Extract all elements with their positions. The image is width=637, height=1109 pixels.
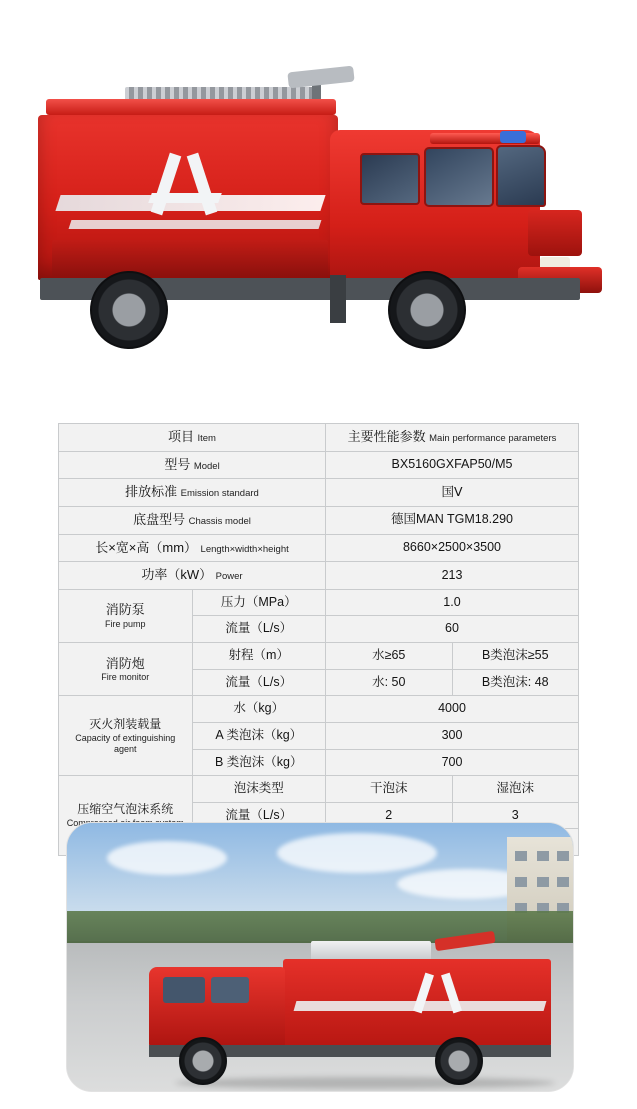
table-header-value	[326, 424, 579, 452]
group-cn: 消防泵	[105, 602, 145, 618]
cab-window-rear	[211, 977, 249, 1003]
row-label-chassis-model	[59, 506, 326, 534]
table-row	[59, 589, 579, 616]
sub-label-pump-flow: 流量（L/s）	[192, 616, 326, 643]
product-hero-image	[0, 0, 637, 400]
body-stripe-lower	[69, 220, 322, 229]
rear-wheel	[435, 1037, 483, 1085]
cloud	[277, 833, 437, 873]
truck-shadow	[175, 1077, 555, 1089]
row-value-model: BX5160GXFAP50/M5	[326, 451, 579, 479]
group-label-fire-monitor	[59, 643, 193, 696]
header-item-cn: 项目	[168, 429, 195, 444]
table-row	[59, 424, 579, 452]
value-cafs-flow-wet: 3	[452, 802, 579, 829]
brand-logo-bar	[148, 193, 222, 203]
background-trees	[67, 911, 573, 945]
row-value-emission-standard: 国Ⅴ	[326, 479, 579, 507]
value-monitor-range-foam: B类泡沫≥55	[452, 643, 579, 670]
cab-window-front	[163, 977, 205, 1003]
front-wheel	[179, 1037, 227, 1085]
table-row	[59, 479, 579, 507]
value-monitor-flow-water: 水: 50	[326, 669, 453, 696]
label-en: Power	[215, 571, 243, 583]
table-row	[59, 506, 579, 534]
table-row	[59, 696, 579, 723]
cloud	[107, 841, 227, 875]
fire-truck-illustration	[30, 75, 610, 355]
group-label-agent-capacity	[59, 696, 193, 776]
brand-logo	[148, 153, 228, 215]
label-cn: 长×宽×高（mm）	[95, 539, 198, 555]
specification-table-wrapper	[58, 423, 579, 856]
cab-window-front	[424, 147, 494, 207]
group-en: Fire monitor	[101, 672, 150, 683]
value-foam-type-wet: 湿泡沫	[452, 776, 579, 803]
table-row	[59, 562, 579, 590]
header-item-en: Item	[197, 433, 216, 444]
table-row	[59, 776, 579, 803]
label-en: Length×width×height	[200, 543, 289, 555]
table-header-item	[59, 424, 326, 452]
sub-label-monitor-range: 射程（m）	[192, 643, 326, 670]
label-en: Model	[193, 460, 220, 472]
row-value-dimensions: 8660×2500×3500	[326, 534, 579, 562]
value-foam-type-dry: 干泡沫	[326, 776, 453, 803]
value-foam-a: 300	[326, 722, 579, 749]
row-value-chassis-model: 德国MAN TGM18.290	[326, 506, 579, 534]
label-cn: 功率（kW）	[141, 567, 213, 583]
roof-beacon-icon	[500, 131, 526, 143]
specification-table	[58, 423, 579, 856]
sub-label-monitor-flow: 流量（L/s）	[192, 669, 326, 696]
sub-label-pump-pressure: 压力（MPa）	[192, 589, 326, 616]
value-foam-b: 700	[326, 749, 579, 776]
body-top-rail	[46, 99, 336, 115]
fire-truck-photo-subject	[135, 941, 555, 1071]
brand-logo	[411, 973, 469, 1013]
value-monitor-flow-foam: B类泡沫: 48	[452, 669, 579, 696]
header-value-en: Main performance parameters	[429, 433, 557, 444]
label-cn: 底盘型号	[133, 511, 186, 527]
group-en: Capacity of extinguishing agent	[75, 732, 176, 754]
value-water: 4000	[326, 696, 579, 723]
group-cn: 灭火剂装载量	[89, 717, 162, 732]
row-label-power	[59, 562, 326, 590]
table-row	[59, 643, 579, 670]
group-cn: 消防炮	[105, 655, 145, 671]
cab-window-rear	[360, 153, 420, 205]
group-cn: 压缩空气泡沫系统	[77, 802, 174, 817]
group-en: Fire pump	[104, 618, 146, 629]
sub-label-cafs-flow: 流量（L/s）	[192, 802, 326, 829]
label-en: Emission standard	[180, 488, 259, 500]
row-value-power: 213	[326, 562, 579, 590]
front-grille	[528, 210, 582, 256]
row-label-dimensions	[59, 534, 326, 562]
value-cafs-flow-dry: 2	[326, 802, 453, 829]
label-cn: 排放标准	[125, 484, 178, 500]
roof-equipment-box	[311, 941, 431, 961]
equipment-lockers	[52, 240, 328, 276]
rear-wheel	[90, 271, 168, 349]
product-photo	[66, 822, 574, 1092]
label-en: Chassis model	[188, 515, 251, 527]
table-row	[59, 451, 579, 479]
table-row	[59, 534, 579, 562]
sub-label-water: 水（kg）	[192, 696, 326, 723]
header-value-cn: 主要性能参数	[347, 429, 426, 444]
windshield	[496, 145, 546, 207]
label-cn: 型号	[164, 456, 191, 472]
group-label-fire-pump	[59, 589, 193, 642]
sub-label-foam-type: 泡沫类型	[192, 776, 326, 803]
sub-label-foam-b: B 类泡沫（kg）	[192, 749, 326, 776]
row-label-model	[59, 451, 326, 479]
mudflap	[330, 275, 346, 323]
sub-label-foam-a: A 类泡沫（kg）	[192, 722, 326, 749]
value-pump-pressure: 1.0	[326, 589, 579, 616]
value-monitor-range-water: 水≥65	[326, 643, 453, 670]
value-pump-flow: 60	[326, 616, 579, 643]
row-label-emission-standard	[59, 479, 326, 507]
front-wheel	[388, 271, 466, 349]
